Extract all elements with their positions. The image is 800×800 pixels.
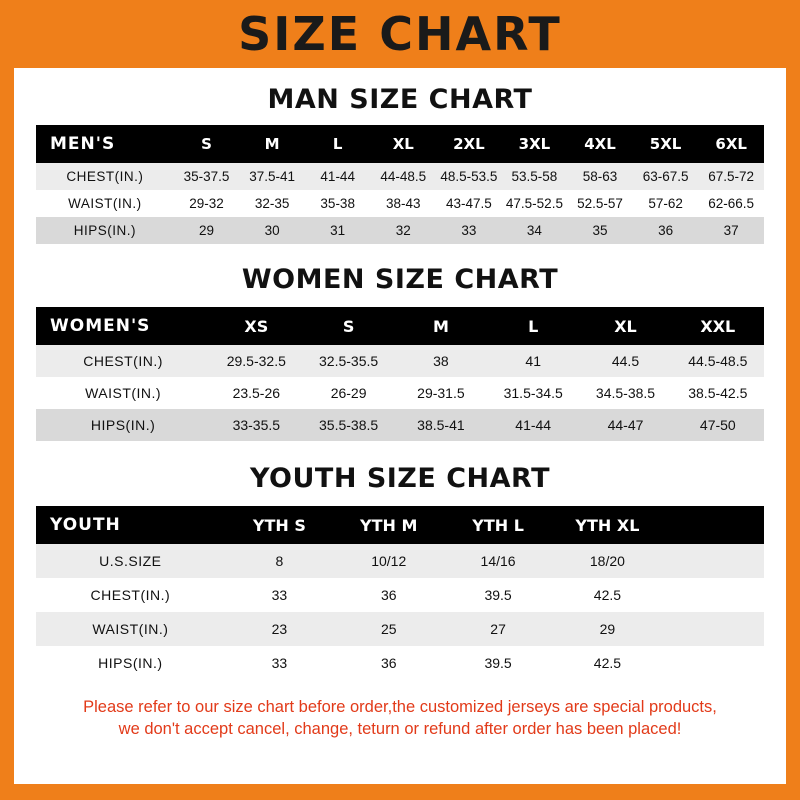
header-cell-6xl: 6XL (698, 125, 764, 163)
cell: 23.5-26 (210, 377, 302, 409)
cell: 32 (370, 217, 436, 244)
row-label-chest: CHEST(IN.) (36, 578, 225, 612)
row-label-hips: HIPS(IN.) (36, 646, 225, 680)
cell: 32.5-35.5 (302, 345, 394, 377)
cell: 48.5-53.5 (436, 163, 502, 190)
cell: 18/20 (553, 544, 662, 578)
cell: 36 (334, 646, 443, 680)
table-row (36, 217, 764, 244)
cell: 38.5-41 (395, 409, 487, 441)
cell: 58-63 (567, 163, 633, 190)
header-cell-xs: XS (210, 307, 302, 345)
header-cell-l: L (487, 307, 579, 345)
row-label-waist: WAIST(IN.) (36, 612, 225, 646)
header-cell-label: WOMEN'S (36, 307, 210, 345)
cell: 27 (443, 612, 552, 646)
cell: 37 (698, 217, 764, 244)
cell: 42.5 (553, 646, 662, 680)
cell: 33 (225, 578, 334, 612)
header-cell-xxl: XXL (672, 307, 764, 345)
disclaimer-note (36, 696, 764, 741)
cell: 29.5-32.5 (210, 345, 302, 377)
header-cell-4xl: 4XL (567, 125, 633, 163)
cell: 53.5-58 (502, 163, 568, 190)
man-size-table (36, 125, 764, 244)
cell: 29 (174, 217, 240, 244)
table-row (36, 190, 764, 217)
cell: 62-66.5 (698, 190, 764, 217)
cell: 14/16 (443, 544, 552, 578)
row-label-waist: WAIST(IN.) (36, 377, 210, 409)
cell: 34.5-38.5 (579, 377, 671, 409)
row-label-chest: CHEST(IN.) (36, 163, 174, 190)
cell: 44-48.5 (370, 163, 436, 190)
cell: 34 (502, 217, 568, 244)
cell: 10/12 (334, 544, 443, 578)
cell: 29-31.5 (395, 377, 487, 409)
chart-content (14, 84, 786, 741)
disclaimer-line-1: Please refer to our size chart before order,the customized jerseys are special products, (83, 698, 717, 716)
cell: 31.5-34.5 (487, 377, 579, 409)
cell: 44.5 (579, 345, 671, 377)
cell: 47.5-52.5 (502, 190, 568, 217)
bottom-accent-bar (0, 784, 800, 800)
table-row (36, 544, 764, 578)
cell: 44-47 (579, 409, 671, 441)
cell: 26-29 (302, 377, 394, 409)
header-cell-xl: XL (370, 125, 436, 163)
disclaimer-line-2: we don't accept cancel, change, teturn or refund after order has been placed! (118, 720, 682, 739)
cell-spacer (662, 612, 764, 646)
cell: 52.5-57 (567, 190, 633, 217)
row-label-us-size: U.S.SIZE (36, 544, 225, 578)
row-label-chest: CHEST(IN.) (36, 345, 210, 377)
header-cell-5xl: 5XL (633, 125, 699, 163)
cell: 47-50 (672, 409, 764, 441)
cell: 38 (395, 345, 487, 377)
cell: 33 (225, 646, 334, 680)
cell: 8 (225, 544, 334, 578)
table-row (36, 163, 764, 190)
header-cell-s: S (174, 125, 240, 163)
cell-spacer (662, 578, 764, 612)
cell-spacer (662, 544, 764, 578)
cell: 63-67.5 (633, 163, 699, 190)
cell: 29-32 (174, 190, 240, 217)
header-cell-yth-l: YTH L (443, 506, 552, 544)
table-row (36, 345, 764, 377)
cell: 36 (334, 578, 443, 612)
header-cell-xl: XL (579, 307, 671, 345)
cell: 43-47.5 (436, 190, 502, 217)
row-label-waist: WAIST(IN.) (36, 190, 174, 217)
row-label-hips: HIPS(IN.) (36, 217, 174, 244)
header-cell-m: M (239, 125, 305, 163)
row-label-hips: HIPS(IN.) (36, 409, 210, 441)
table-row (36, 612, 764, 646)
header-cell-yth-xl: YTH XL (553, 506, 662, 544)
header-cell-label: MEN'S (36, 125, 174, 163)
cell: 35 (567, 217, 633, 244)
women-section-title: WOMEN SIZE CHART (241, 264, 559, 295)
youth-size-table (36, 506, 764, 680)
youth-section-title: YOUTH SIZE CHART (249, 463, 551, 494)
table-header-row (36, 506, 764, 544)
page-banner (0, 0, 800, 68)
header-cell-l: L (305, 125, 371, 163)
cell: 39.5 (443, 578, 552, 612)
cell: 29 (553, 612, 662, 646)
table-row (36, 578, 764, 612)
header-cell-2xl: 2XL (436, 125, 502, 163)
header-cell-spacer (662, 506, 764, 544)
table-row (36, 646, 764, 680)
table-header-row (36, 125, 764, 163)
cell: 44.5-48.5 (672, 345, 764, 377)
cell: 30 (239, 217, 305, 244)
header-cell-3xl: 3XL (502, 125, 568, 163)
table-row (36, 409, 764, 441)
header-cell-label: YOUTH (36, 506, 225, 544)
cell: 37.5-41 (239, 163, 305, 190)
cell: 41-44 (305, 163, 371, 190)
cell: 41 (487, 345, 579, 377)
table-row (36, 377, 764, 409)
cell: 33 (436, 217, 502, 244)
cell: 35-37.5 (174, 163, 240, 190)
cell: 38-43 (370, 190, 436, 217)
header-cell-s: S (302, 307, 394, 345)
cell: 42.5 (553, 578, 662, 612)
table-header-row (36, 307, 764, 345)
cell: 31 (305, 217, 371, 244)
cell: 33-35.5 (210, 409, 302, 441)
cell: 32-35 (239, 190, 305, 217)
cell: 67.5-72 (698, 163, 764, 190)
header-cell-yth-s: YTH S (225, 506, 334, 544)
cell: 36 (633, 217, 699, 244)
cell: 39.5 (443, 646, 552, 680)
man-section-title: MAN SIZE CHART (267, 84, 533, 115)
women-size-table (36, 307, 764, 441)
cell: 23 (225, 612, 334, 646)
cell: 35.5-38.5 (302, 409, 394, 441)
cell: 57-62 (633, 190, 699, 217)
header-cell-yth-m: YTH M (334, 506, 443, 544)
cell: 35-38 (305, 190, 371, 217)
cell: 25 (334, 612, 443, 646)
page-title: SIZE CHART (238, 7, 562, 61)
header-cell-m: M (395, 307, 487, 345)
cell: 38.5-42.5 (672, 377, 764, 409)
cell-spacer (662, 646, 764, 680)
cell: 41-44 (487, 409, 579, 441)
